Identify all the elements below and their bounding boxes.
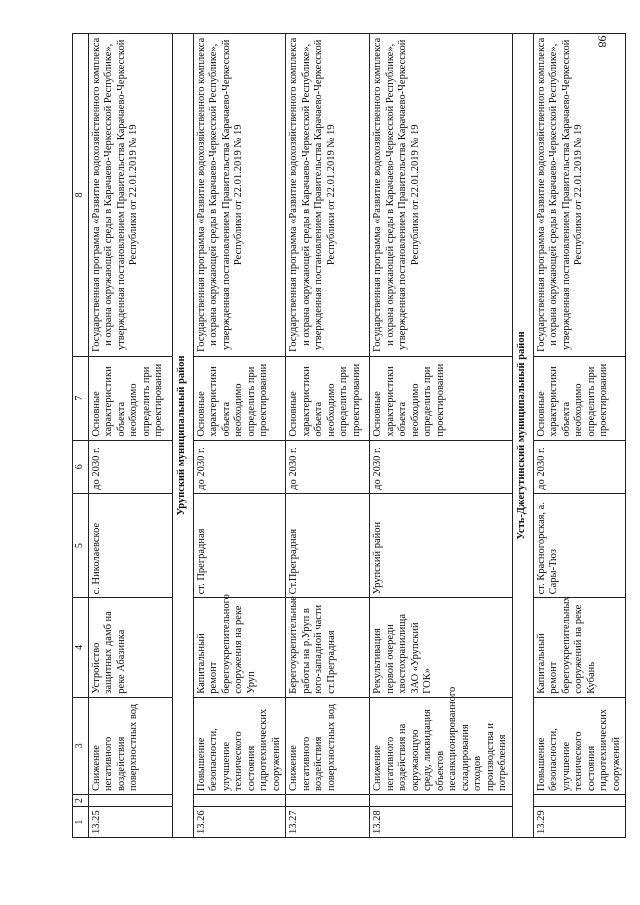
characteristics-cell: Основные характеристики объекта необходимо определить при проектировании <box>533 356 626 440</box>
table-row <box>193 34 286 838</box>
goal-cell: Повышение безопасности, улучшение технического состояния гидротехнических сооружений <box>533 697 626 794</box>
table-header-row <box>73 34 89 838</box>
location-cell: ст. Преградная <box>193 493 286 597</box>
region-heading: Урупский муниципальный район <box>172 34 193 838</box>
col2-cell <box>286 795 370 807</box>
header-cell: 1 <box>73 807 89 838</box>
header-cell: 8 <box>73 34 89 357</box>
row-number: 13.26 <box>193 807 286 838</box>
col2-cell <box>533 795 626 807</box>
measure-cell: Рекультивация первой очереди хвостохранилища ЗАО «Урупский ГОК» <box>370 598 513 697</box>
term-cell: до 2030 г. <box>370 440 513 493</box>
table-row <box>370 34 513 838</box>
location-cell: с. Николаевское <box>88 493 172 597</box>
source-cell: Государственная программа «Развитие водохозяйственного комплекса и охрана окружающей среды в Карачаево-Черкесской Республике», утвержденная постановлением Правительства Карачаево-Черкесской Республики от 22.01.2019 № 19 <box>286 34 370 357</box>
measure-cell: Капитальный ремонт берегоукрепительных сооружений на реке Кубань <box>533 598 626 697</box>
term-cell: до 2030 г. <box>193 440 286 493</box>
row-number: 13.25 <box>88 807 172 838</box>
goal-cell: Снижение негативного воздействия на окружающую среду, ликвидация объектов несанкционированного складирования отходов производства и потребления <box>370 697 513 794</box>
region-row <box>172 34 193 838</box>
term-cell: до 2030 г. <box>533 440 626 493</box>
col2-cell <box>193 795 286 807</box>
row-number: 13.28 <box>370 807 513 838</box>
term-cell: до 2030 г. <box>286 440 370 493</box>
region-heading: Усть-Джегутинский муниципальный район <box>512 34 533 838</box>
header-cell: 6 <box>73 440 89 493</box>
source-cell: Государственная программа «Развитие водохозяйственного комплекса и охрана окружающей среды в Карачаево-Черкесской Республике», утвержденная постановлением Правительства Карачаево-Черкесской Республики от 22.01.2019 № 19 <box>193 34 286 357</box>
table-row <box>533 34 626 838</box>
source-cell: Государственная программа «Развитие водохозяйственного комплекса и охрана окружающей среды в Карачаево-Черкесской Республике», утвержденная постановлением Правительства Карачаево-Черкесской Республики от 22.01.2019 № 19 <box>88 34 172 357</box>
source-cell: Государственная программа «Развитие водохозяйственного комплекса и охрана окружающей среды в Карачаево-Черкесской Республике», утвержденная постановлением Правительства Карачаево-Черкесской Республики от 22.01.2019 № 19 <box>533 34 626 357</box>
measure-cell: Капитальный ремонт берегоукрепительного сооружения на реке Уруп <box>193 598 286 697</box>
col2-cell <box>88 795 172 807</box>
goal-cell: Повышение безопасности, улучшение технического состояния гидротехнических сооружений <box>193 697 286 794</box>
goal-cell: Снижение негативного воздействия поверхностных вод <box>286 697 370 794</box>
characteristics-cell: Основные характеристики объекта необходимо определить при проектировании <box>370 356 513 440</box>
characteristics-cell: Основные характеристики объекта необходимо определить при проектировании <box>286 356 370 440</box>
row-number: 13.29 <box>533 807 626 838</box>
table-row <box>88 34 172 838</box>
measure-cell: Устройство защитных дамб на реке Абазинка <box>88 598 172 697</box>
page-number: 98 <box>595 35 610 48</box>
header-cell: 4 <box>73 598 89 697</box>
source-cell: Государственная программа «Развитие водохозяйственного комплекса и охрана окружающей среды в Карачаево-Черкесской Республике», утвержденная постановлением Правительства Карачаево-Черкесской Республики от 22.01.2019 № 19 <box>370 34 513 357</box>
characteristics-cell: Основные характеристики объекта необходимо определить при проектировании <box>88 356 172 440</box>
measures-table <box>72 33 626 838</box>
characteristics-cell: Основные характеристики объекта необходимо определить при проектировании <box>193 356 286 440</box>
col2-cell <box>370 795 513 807</box>
table-row <box>286 34 370 838</box>
row-number: 13.27 <box>286 807 370 838</box>
location-cell: Урупский район <box>370 493 513 597</box>
header-cell: 3 <box>73 697 89 794</box>
term-cell: до 2030 г. <box>88 440 172 493</box>
goal-cell: Снижение негативного воздействия поверхностных вод <box>88 697 172 794</box>
measure-cell: Берегоукрепительные работы на р.Уруп в юго-западной части ст.Преградная <box>286 598 370 697</box>
header-cell: 5 <box>73 493 89 597</box>
header-cell: 2 <box>73 795 89 807</box>
header-cell: 7 <box>73 356 89 440</box>
location-cell: Ст.Преградная <box>286 493 370 597</box>
region-row <box>512 34 533 838</box>
location-cell: ст. Красногорская, а. Сары-Тюз <box>533 493 626 597</box>
